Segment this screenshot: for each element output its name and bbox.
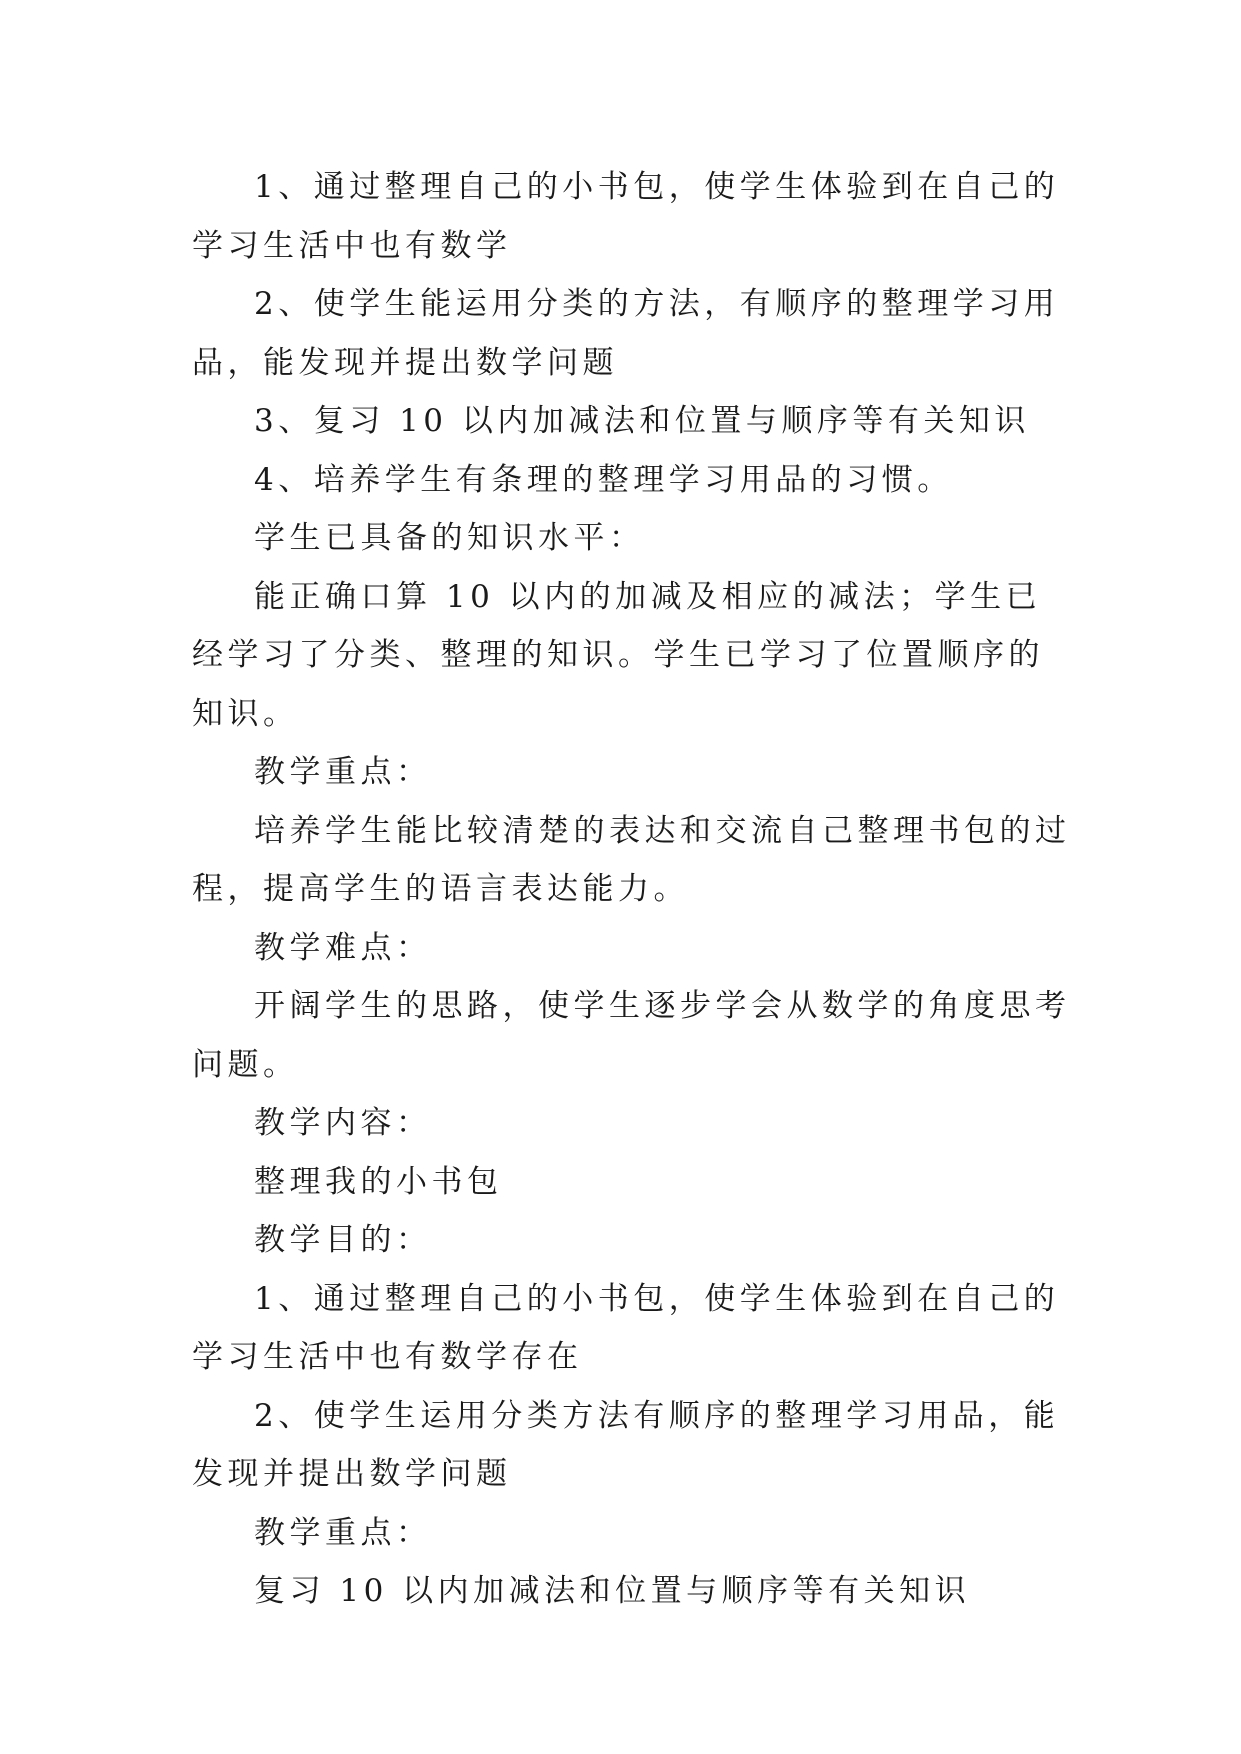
- purpose-item-1: 1、通过整理自己的小书包，使学生体验到在自己的学习生活中也有数学存在: [192, 1280, 1060, 1375]
- difficulties-text: 开阔学生的思路，使学生逐步学会从数学的角度思考问题。: [192, 988, 1071, 1083]
- key-points-text-2: 复习 10 以内加减法和位置与顺序等有关知识: [254, 1573, 971, 1609]
- objective-4: 4、培养学生有条理的整理学习用品的习惯。: [254, 461, 953, 498]
- section-heading-key-points: 教学重点：: [254, 754, 432, 790]
- section-heading-content: 教学内容：: [254, 1105, 432, 1141]
- document-body: [192, 158, 1072, 1621]
- objective-1: 1、通过整理自己的小书包，使学生体验到在自己的学习生活中也有数学: [192, 169, 1060, 264]
- key-points-text: 培养学生能比较清楚的表达和交流自己整理书包的过程，提高学生的语言表达能力。: [192, 812, 1071, 907]
- section-heading-prior-knowledge: 学生已具备的知识水平：: [254, 520, 645, 556]
- purpose-item-2: 2、使学生运用分类方法有顺序的整理学习用品，能发现并提出数学问题: [192, 1397, 1060, 1492]
- prior-knowledge-text: 能正确口算 10 以内的加减及相应的减法；学生已经学习了分类、整理的知识。学生已学习了位置顺序的知识。: [192, 578, 1044, 732]
- objective-2: 2、使学生能运用分类的方法，有顺序的整理学习用品，能发现并提出数学问题: [192, 286, 1060, 381]
- section-heading-difficulties: 教学难点：: [254, 929, 432, 966]
- section-heading-purpose: 教学目的：: [254, 1222, 432, 1258]
- section-heading-key-points-2: 教学重点：: [254, 1514, 432, 1551]
- content-text: 整理我的小书包: [254, 1163, 503, 1200]
- objective-3: 3、复习 10 以内加减法和位置与顺序等有关知识: [254, 403, 1030, 439]
